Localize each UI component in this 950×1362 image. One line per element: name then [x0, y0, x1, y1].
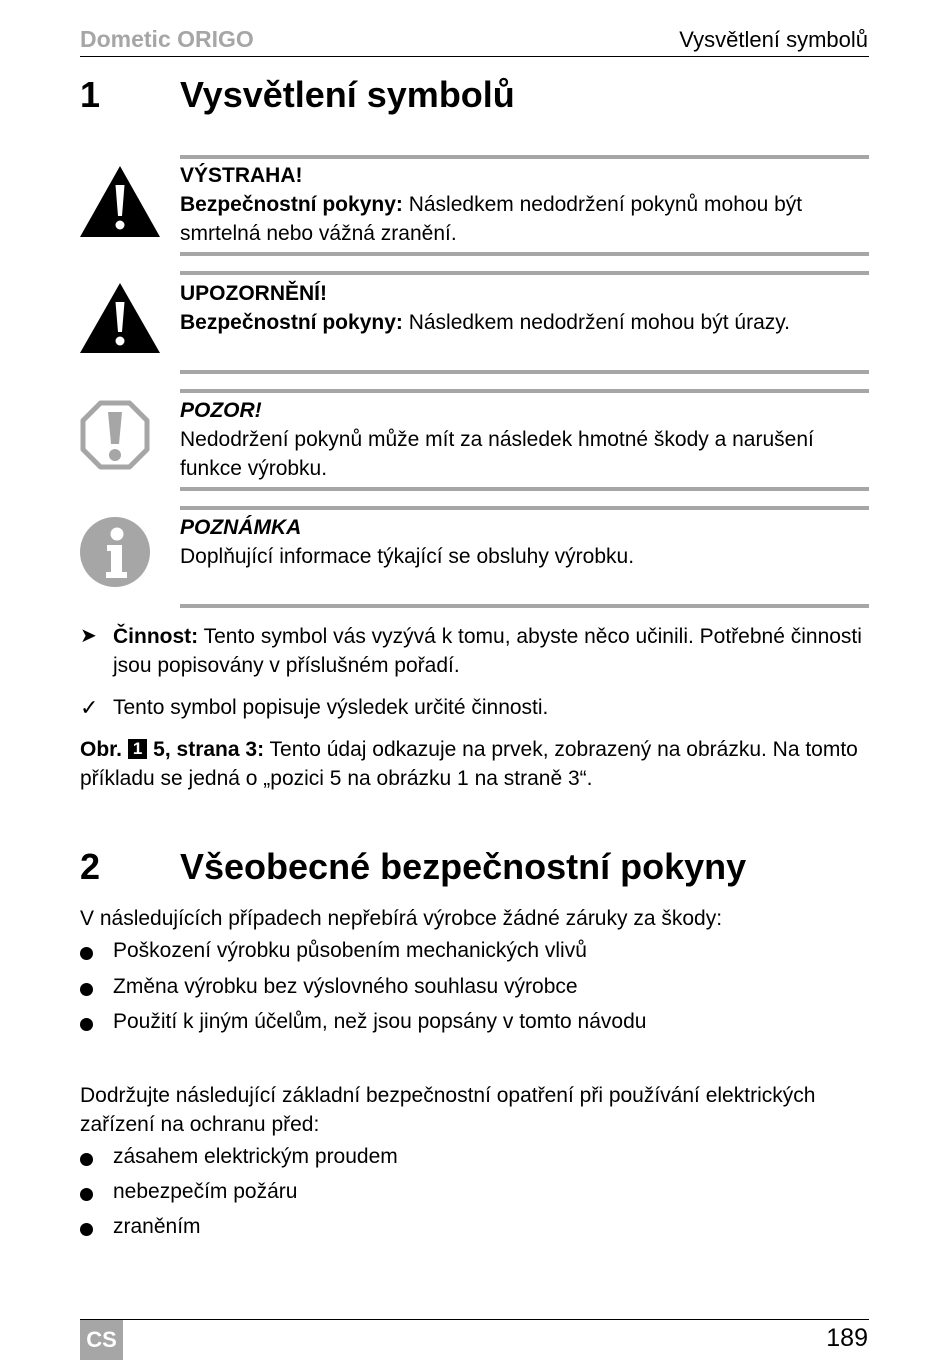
notice-divider — [180, 155, 869, 159]
section-2-number: 2 — [80, 846, 101, 887]
caution-notice — [180, 279, 870, 337]
attention-title: POZOR! — [180, 399, 262, 422]
bullet-icon — [80, 1018, 93, 1031]
note-notice — [180, 513, 870, 571]
note-title: POZNÁMKA — [180, 516, 302, 539]
attention-notice — [180, 396, 870, 483]
figure-reference — [80, 735, 875, 793]
list-item: zraněním — [113, 1215, 201, 1238]
notice-divider — [180, 604, 869, 608]
bullet-icon — [80, 1223, 93, 1236]
warning-body: Následkem nedodržení pokynů mohou být smrtelná nebo vážná zranění. — [180, 193, 803, 245]
caution-lead: Bezpečnostní pokyny: — [180, 311, 403, 334]
figure-lead-2: 5, strana 3: — [153, 738, 265, 761]
section-2-paragraph: Dodržujte následující základní bezpečnostní opatření při používání elektrických zařízení na ochranu před: — [80, 1084, 816, 1136]
section-2-intro: V následujících případech nepřebírá výrobce žádné záruky za škody: — [80, 907, 723, 930]
caution-body: Následkem nedodržení mohou být úrazy. — [402, 311, 791, 334]
warning-lead: Bezpečnostní pokyny: — [180, 193, 403, 216]
notice-divider — [180, 506, 869, 510]
action-description — [113, 622, 873, 680]
figure-lead: Obr. — [80, 738, 123, 761]
section-2-title: Všeobecné bezpečnostní pokyny — [180, 846, 747, 887]
bullet-icon — [80, 983, 93, 996]
header-section-title: Vysvětlení symbolů — [679, 27, 868, 52]
notice-divider — [180, 370, 869, 374]
notice-divider — [180, 271, 869, 275]
action-text: Tento symbol vás vyzývá k tomu, abyste něco učinili. Potřebné činnosti jsou popisovány v příslušném pořadí. — [113, 625, 862, 677]
bullet-icon — [80, 947, 93, 960]
warning-notice — [180, 161, 870, 248]
info-circle-icon — [80, 517, 150, 587]
action-lead: Činnost: — [113, 625, 199, 648]
header-brand: Dometic ORIGO — [80, 26, 254, 52]
check-mark-icon: ✓ — [80, 695, 99, 720]
attention-text: Nedodržení pokynů může mít za následek hmotné škody a narušení funkce výrobku. — [180, 428, 814, 480]
section-1-heading — [80, 74, 870, 118]
section-2-heading — [80, 846, 870, 890]
bullet-icon — [80, 1153, 93, 1166]
action-arrow-icon: ➤ — [80, 625, 97, 647]
note-text: Doplňující informace týkající se obsluhy výrobku. — [180, 545, 635, 568]
list-item: Použití k jiným účelům, než jsou popsány v tomto návodu — [113, 1010, 647, 1033]
notice-divider — [180, 252, 869, 256]
header-divider — [80, 56, 869, 57]
footer-divider — [80, 1319, 869, 1320]
result-description: Tento symbol popisuje výsledek určité činnosti. — [113, 696, 549, 719]
section-1-title: Vysvětlení symbolů — [180, 74, 515, 115]
list-item: nebezpečím požáru — [113, 1180, 298, 1203]
figure-number-badge: 1 — [128, 739, 147, 759]
caution-text — [180, 308, 870, 337]
notice-divider — [180, 487, 869, 491]
section-1-number: 1 — [80, 74, 101, 115]
list-item: zásahem elektrickým proudem — [113, 1145, 398, 1168]
warning-triangle-icon — [80, 166, 160, 238]
warning-text — [180, 190, 870, 248]
bullet-icon — [80, 1188, 93, 1201]
notice-divider — [180, 389, 869, 393]
caution-title: UPOZORNĚNÍ! — [180, 282, 327, 305]
list-item: Poškození výrobku působením mechanických vlivů — [113, 939, 587, 962]
attention-octagon-icon — [80, 400, 150, 470]
caution-triangle-icon — [80, 283, 160, 354]
page-number: 189 — [826, 1324, 868, 1352]
language-badge: CS — [80, 1320, 123, 1360]
warning-title: VÝSTRAHA! — [180, 164, 303, 187]
list-item: Změna výrobku bez výslovného souhlasu výrobce — [113, 975, 578, 998]
figure-text: Tento údaj odkazuje na prvek, zobrazený na obrázku. Na tomto příkladu se jedná o „pozici 5 na obrázku 1 na straně 3“. — [80, 738, 858, 790]
